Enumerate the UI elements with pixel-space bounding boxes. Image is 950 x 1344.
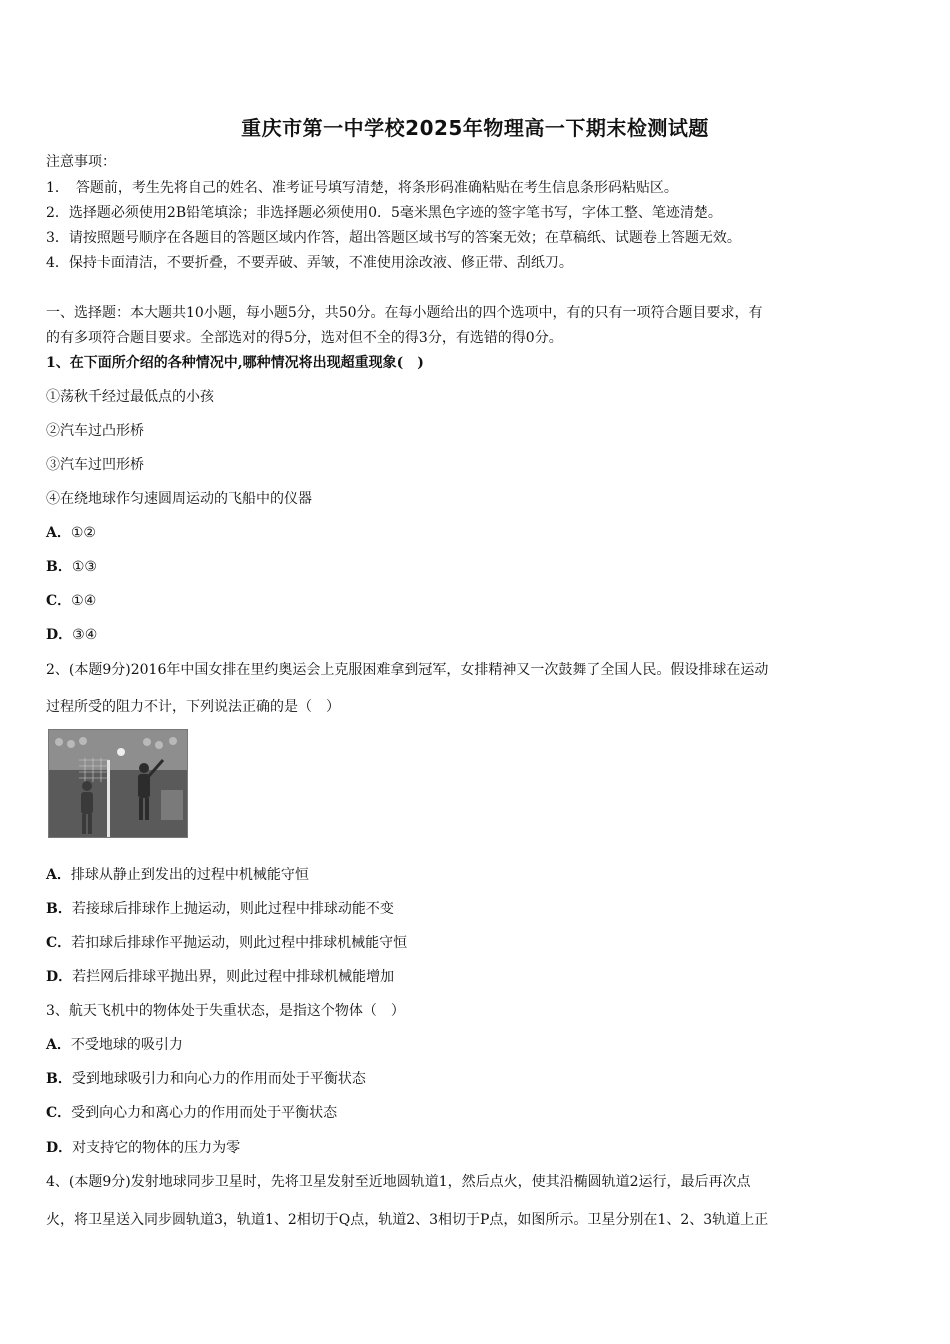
option-text: ①② <box>70 525 96 541</box>
option-text: ③④ <box>72 627 98 643</box>
question-1-option-c <box>46 590 96 610</box>
question-1-item: ①荡秋千经过最低点的小孩 <box>46 389 214 405</box>
option-text: 若拦网后排球平抛出界，则此过程中排球机械能增加 <box>72 969 395 985</box>
volleyball-photo-drawing <box>49 730 187 837</box>
question-2-stem-line: 2、(本题9分)2016年中国女排在里约奥运会上克服困难拿到冠军，女排精神又一次鼓舞了全国人民。假设排球在运动 <box>46 662 769 678</box>
question-3-stem: 3、航天飞机中的物体处于失重状态，是指这个物体（ ） <box>46 1003 405 1019</box>
option-label: D． <box>46 969 73 985</box>
option-text: 对支持它的物体的压力为零 <box>72 1140 241 1156</box>
notice-item: 1． 答题前，考生先将自己的姓名、准考证号填写清楚，将条形码准确粘贴在考生信息条形码粘贴区。 <box>46 180 678 196</box>
question-3-option-a <box>46 1034 183 1054</box>
notice-item: 2．选择题必须使用2B铅笔填涂；非选择题必须使用0．5毫米黑色字迹的签字笔书写，字体工整、笔迹清楚。 <box>46 205 722 221</box>
notice-item: 4．保持卡面清洁，不要折叠，不要弄破、弄皱，不准使用涂改液、修正带、刮纸刀。 <box>46 255 573 271</box>
question-1-option-a <box>46 522 96 542</box>
page-title: 重庆市第一中学校2025年物理高一下期末检测试题 <box>241 116 709 140</box>
question-2-option-b <box>46 898 394 918</box>
question-1-item: ②汽车过凸形桥 <box>46 423 144 439</box>
option-label: C． <box>46 935 72 951</box>
option-label: A． <box>46 867 71 883</box>
question-2-option-c <box>46 932 407 952</box>
option-label: A． <box>46 1037 71 1053</box>
option-label: B． <box>46 1071 72 1087</box>
volleyball-photo <box>48 729 188 838</box>
option-text: 受到向心力和离心力的作用而处于平衡状态 <box>71 1105 338 1121</box>
question-1-option-d <box>46 624 97 644</box>
option-label: B． <box>46 559 72 575</box>
option-text: ①④ <box>71 593 97 609</box>
question-3-option-d <box>46 1137 240 1157</box>
question-1-item: ③汽车过凹形桥 <box>46 457 144 473</box>
question-4-stem-line: 火，将卫星送入同步圆轨道3，轨道1、2相切于Q点，轨道2、3相切于P点，如图所示。卫星分别在1、2、3轨道上正 <box>46 1212 769 1228</box>
option-label: D． <box>46 627 73 643</box>
question-1-item: ④在绕地球作匀速圆周运动的飞船中的仪器 <box>46 491 312 507</box>
notice-heading: 注意事项： <box>46 154 116 170</box>
option-label: D． <box>46 1140 73 1156</box>
option-text: 若扣球后排球作平抛运动，则此过程中排球机械能守恒 <box>71 935 408 951</box>
option-text: 排球从静止到发出的过程中机械能守恒 <box>70 867 309 883</box>
question-2-stem-line: 过程所受的阻力不计，下列说法正确的是（ ） <box>46 699 340 715</box>
option-label: C． <box>46 1105 72 1121</box>
question-1-option-b <box>46 556 97 576</box>
option-label: B． <box>46 901 72 917</box>
question-2-option-d <box>46 966 394 986</box>
option-text: 受到地球吸引力和向心力的作用而处于平衡状态 <box>71 1071 366 1087</box>
section-intro-line: 的有多项符合题目要求。全部选对的得5分，选对但不全的得3分，有选错的得0分。 <box>46 330 563 346</box>
question-1-stem: 1、在下面所介绍的各种情况中,哪种情况将出现超重现象( ) <box>46 355 424 371</box>
option-text: ①③ <box>71 559 97 575</box>
question-3-option-b <box>46 1068 366 1088</box>
question-2-option-a <box>46 864 309 884</box>
option-label: C． <box>46 593 72 609</box>
notice-item: 3．请按照题号顺序在各题目的答题区域内作答，超出答题区域书写的答案无效；在草稿纸、试题卷上答题无效。 <box>46 230 741 246</box>
question-4-stem-line: 4、(本题9分)发射地球同步卫星时，先将卫星发射至近地圆轨道1，然后点火，使其沿椭圆轨道2运行，最后再次点 <box>46 1174 751 1190</box>
section-intro-line: 一、选择题：本大题共10小题，每小题5分，共50分。在每小题给出的四个选项中，有的只有一项符合题目要求，有 <box>46 305 763 321</box>
option-text: 不受地球的吸引力 <box>70 1037 183 1053</box>
option-label: A． <box>46 525 71 541</box>
option-text: 若接球后排球作上抛运动，则此过程中排球动能不变 <box>71 901 394 917</box>
question-3-option-c <box>46 1102 337 1122</box>
